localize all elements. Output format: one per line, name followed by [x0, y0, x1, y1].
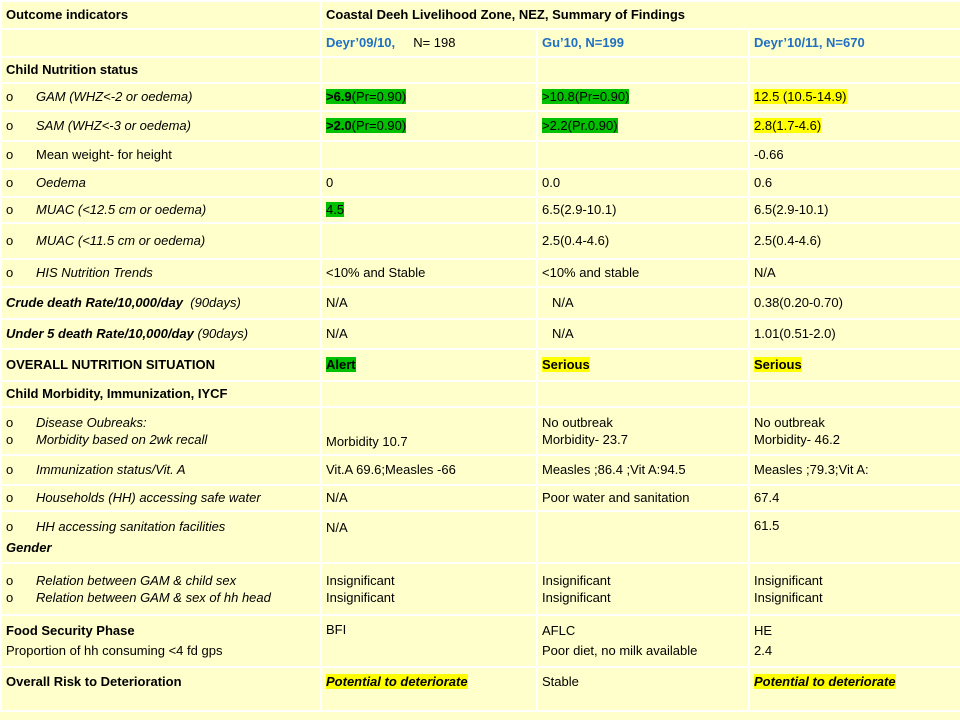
sam-value-1: >2.0(Pr=0.90)	[326, 118, 407, 133]
table-row	[1, 563, 960, 615]
periods-blank	[1, 29, 321, 57]
table-row	[1, 455, 960, 485]
sanitation-value-1: N/A	[321, 511, 537, 563]
gam-value-3: 12.5 (10.5-14.9)	[754, 89, 847, 104]
bullet: o	[6, 175, 14, 190]
oedema-value-2: 0.0	[537, 169, 749, 197]
section-morbidity: Child Morbidity, Immunization, IYCF	[1, 381, 321, 407]
food-proportion-3: 2.4	[754, 643, 773, 658]
u5dr-period: (90days)	[197, 326, 249, 341]
sanitation-value-3: 61.5	[749, 511, 960, 563]
bullet: o	[6, 415, 14, 430]
bullet: o	[6, 590, 14, 605]
bullet: o	[6, 519, 14, 534]
muac125-value-1: 4.5	[326, 202, 345, 217]
overall-value-2: Serious	[542, 357, 590, 372]
oedema-label: Oedema	[36, 175, 86, 190]
food-security-label: Food Security Phase	[6, 623, 135, 638]
cdr-value-1: N/A	[321, 287, 537, 319]
muac115-label: MUAC (<11.5 cm or oedema)	[36, 233, 206, 248]
overall-value-1: Alert	[326, 357, 356, 372]
table-row	[1, 223, 960, 259]
section-child-nutrition: Child Nutrition status	[1, 57, 321, 83]
bullet: o	[6, 233, 14, 248]
bullet: o	[6, 147, 14, 162]
morbidity-value-2: Morbidity- 23.7	[542, 432, 628, 447]
cdr-value-3: 0.38(0.20-0.70)	[749, 287, 960, 319]
sam-label: SAM (WHZ<-3 or oedema)	[36, 118, 191, 133]
relation-child-sex-label: Relation between GAM & child sex	[36, 573, 237, 588]
table-row	[1, 381, 960, 407]
table-row	[1, 407, 960, 455]
water-value-3: 67.4	[749, 485, 960, 511]
period-n: N= 198	[413, 35, 456, 50]
mean-wfh-label: Mean weight- for height	[36, 147, 172, 162]
relation-value: Insignificant	[754, 573, 823, 588]
risk-value-1: Potential to deteriorate	[326, 674, 468, 689]
food-phase-3: HE	[754, 623, 773, 638]
table-row	[1, 141, 960, 169]
oedema-value-1: 0	[321, 169, 537, 197]
muac125-label: MUAC (<12.5 cm or oedema)	[36, 202, 207, 217]
bullet: o	[6, 265, 14, 280]
sanitation-label: HH accessing sanitation facilities	[36, 519, 226, 534]
oedema-value-3: 0.6	[749, 169, 960, 197]
gam-value-1: >6.9(Pr=0.90)	[326, 89, 407, 104]
period-deyr0910	[321, 29, 537, 57]
table-row	[1, 615, 960, 667]
table-header-row	[1, 1, 960, 29]
table-row	[1, 169, 960, 197]
header-zone-summary: Coastal Deeh Livelihood Zone, NEZ, Summary of Findings	[321, 1, 960, 29]
u5dr-value-3: 1.01(0.51-2.0)	[749, 319, 960, 349]
table-row	[1, 667, 960, 711]
food-phase-2: AFLC	[542, 623, 576, 638]
table-row	[1, 57, 960, 83]
table-row	[1, 511, 960, 563]
periods-row	[1, 29, 960, 57]
gender-label: Gender	[6, 540, 52, 555]
disease-label: Disease Oubreaks:	[36, 415, 147, 430]
risk-label: Overall Risk to Deterioration	[1, 667, 321, 711]
immunization-label: Immunization status/Vit. A	[36, 462, 186, 477]
morbidity-value-1: Morbidity 10.7	[326, 434, 408, 449]
table-row	[1, 197, 960, 223]
muac125-value-3: 6.5(2.9-10.1)	[749, 197, 960, 223]
food-diet-2: Poor diet, no milk available	[542, 643, 698, 658]
table-row	[1, 485, 960, 511]
muac125-value-2: 6.5(2.9-10.1)	[537, 197, 749, 223]
risk-value-2: Stable	[537, 667, 749, 711]
his-label: HIS Nutrition Trends	[36, 265, 153, 280]
food-groups-label: Proportion of hh consuming <4 fd gps	[6, 643, 223, 658]
table-row	[1, 111, 960, 141]
cdr-period: (90days)	[190, 295, 241, 310]
bullet: o	[6, 89, 14, 104]
his-value-2: <10% and stable	[537, 259, 749, 287]
bullet: o	[6, 202, 14, 217]
bullet: o	[6, 118, 14, 133]
immunization-value-3: Measles ;79.3;Vit A:	[749, 455, 960, 485]
relation-hh-head-label: Relation between GAM & sex of hh head	[36, 590, 271, 605]
gam-value-2: >10.8(Pr=0.90)	[542, 89, 630, 104]
food-value-1: BFI	[321, 615, 537, 667]
disease-value-3: No outbreak	[754, 415, 825, 430]
u5dr-value-2: N/A	[537, 319, 749, 349]
water-value-2: Poor water and sanitation	[537, 485, 749, 511]
table-row	[1, 319, 960, 349]
mean-wfh-value-3: -0.66	[749, 141, 960, 169]
period-gu10: Gu’10, N=199	[537, 29, 749, 57]
sam-value-3: 2.8(1.7-4.6)	[754, 118, 822, 133]
u5dr-value-1: N/A	[321, 319, 537, 349]
table-row	[1, 287, 960, 319]
muac115-value-2: 2.5(0.4-4.6)	[537, 223, 749, 259]
bullet: o	[6, 490, 14, 505]
period-label: Deyr’09/10,	[326, 35, 396, 50]
his-value-3: N/A	[749, 259, 960, 287]
relation-value: Insignificant	[754, 590, 823, 605]
immunization-value-1: Vit.A 69.6;Measles -66	[321, 455, 537, 485]
his-value-1: <10% and Stable	[321, 259, 537, 287]
relation-value: Insignificant	[326, 590, 395, 605]
sam-value-2: >2.2(Pr.0.90)	[542, 118, 618, 133]
relation-value: Insignificant	[542, 590, 611, 605]
cdr-label: Crude death Rate/10,000/day	[6, 295, 184, 310]
risk-value-3: Potential to deteriorate	[754, 674, 896, 689]
gam-label: GAM (WHZ<-2 or oedema)	[36, 89, 193, 104]
table-row	[1, 83, 960, 111]
relation-value: Insignificant	[326, 573, 395, 588]
period-deyr1011: Deyr’10/11, N=670	[749, 29, 960, 57]
immunization-value-2: Measles ;86.4 ;Vit A:94.5	[537, 455, 749, 485]
header-outcome-indicators: Outcome indicators	[1, 1, 321, 29]
bullet: o	[6, 432, 14, 447]
water-label: Households (HH) accessing safe water	[36, 490, 261, 505]
overall-value-3: Serious	[754, 357, 802, 372]
table-row	[1, 259, 960, 287]
morbidity-value-3: Morbidity- 46.2	[754, 432, 840, 447]
cdr-value-2: N/A	[537, 287, 749, 319]
bullet: o	[6, 462, 14, 477]
muac115-value-3: 2.5(0.4-4.6)	[749, 223, 960, 259]
table-row	[1, 349, 960, 381]
disease-value-2: No outbreak	[542, 415, 613, 430]
water-value-1: N/A	[321, 485, 537, 511]
u5dr-label: Under 5 death Rate/10,000/day	[6, 326, 194, 341]
morbidity-label: Morbidity based on 2wk recall	[36, 432, 208, 447]
bullet: o	[6, 573, 14, 588]
relation-value: Insignificant	[542, 573, 611, 588]
overall-nutrition-label: OVERALL NUTRITION SITUATION	[1, 349, 321, 381]
